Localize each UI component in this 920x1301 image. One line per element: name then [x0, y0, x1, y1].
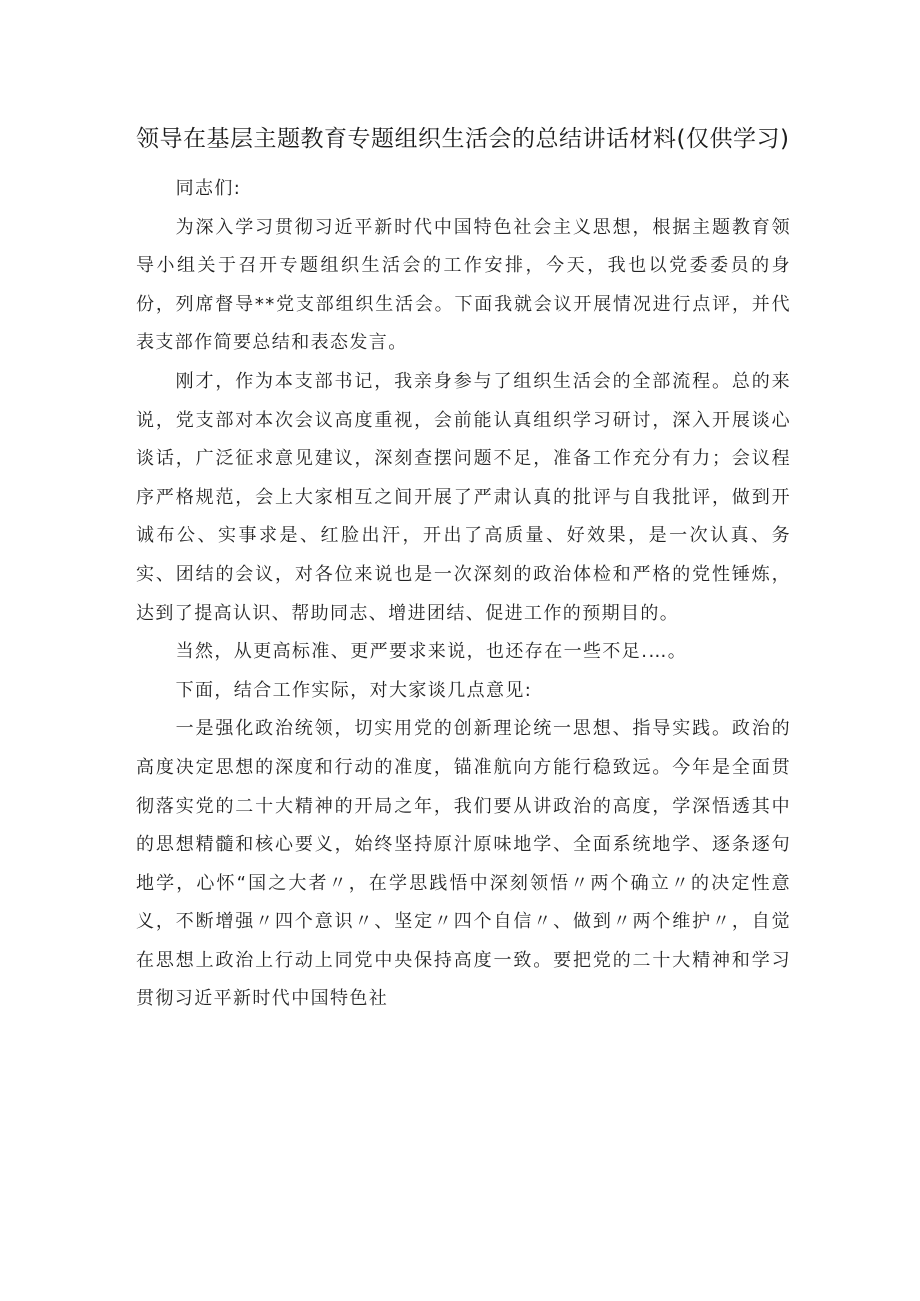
paragraph-intro: 为深入学习贯彻习近平新时代中国特色社会主义思想，根据主题教育领导小组关于召开专题组织生活会的工作安排，今天，我也以党委委员的身份，列席督导**党支部组织生活会。下面我就会议开展情况进行点评，并代表支部作简要总结和表态发言。	[136, 216, 791, 354]
paragraph-transition: 下面，结合工作实际，对大家谈几点意见:	[175, 679, 533, 701]
paragraph-review: 刚才，作为本支部书记，我亲身参与了组织生活会的全部流程。总的来说，党支部对本次会议高度重视，会前能认真组织学习研讨，深入开展谈心谈话，广泛征求意见建议，深刻查摆问题不足，准备工作充分有力；会议程序严格规范，会上大家相互之间开展了严肃认真的批评与自我批评，做到开诚布公、实事求是、红脸出汗，开出了高质量、好效果，是一次认真、务实、团结的会议，对各位来说也是一次深刻的政治体检和严格的党性锤炼，达到了提高认识、帮助同志、增进团结、促进工作的预期目的。	[136, 370, 791, 624]
document-title: 领导在基层主题教育专题组织生活会的总结讲话材料(仅供学习)	[136, 126, 790, 152]
paragraph-point-one: 一是强化政治统领，切实用党的创新理论统一思想、指导实践。政治的高度决定思想的深度和行动的准度，锚准航向方能行稳致远。今年是全面贯彻落实党的二十大精神的开局之年，我们要从讲政治的高度，学深悟透其中的思想精髓和核心要义，始终坚持原汁原味地学、全面系统地学、逐条逐句地学，心怀“国之大者〃，在学思践悟中深刻领悟〃两个确立〃的决定性意义，不断增强〃四个意识〃、坚定〃四个自信〃、做到〃两个维护〃，自觉在思想上政治上行动上同党中央保持高度一致。要把党的二十大精神和学习贯彻习近平新时代中国特色社	[136, 718, 791, 1010]
paragraph-shortcomings: 当然，从更高标准、更严要求来说，也还存在一些不足.…。	[175, 641, 688, 663]
document-body	[136, 170, 791, 1019]
greeting-line: 同志们:	[175, 178, 242, 199]
